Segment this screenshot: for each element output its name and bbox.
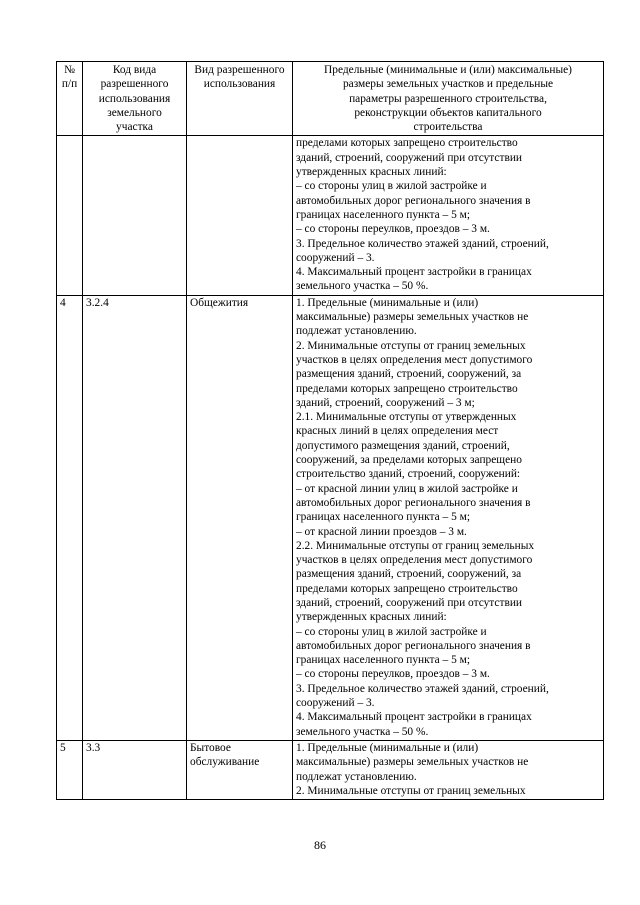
header-number (57, 62, 83, 136)
table-row (57, 740, 604, 799)
text-line: 4. Максимальный процент застройки в границах (296, 266, 532, 279)
text-line: – от красной линии улиц в жилой застройке и (296, 482, 518, 495)
text-line: 4. Максимальный процент застройки в границах (296, 711, 532, 724)
row-code-cell (83, 136, 187, 295)
row-code-cell: 3.3 (83, 740, 187, 799)
text-line: использования (98, 92, 171, 105)
text-line: зданий, строений, сооружений при отсутствии (296, 151, 523, 164)
text-line: автомобильных дорог регионального значения в (296, 194, 531, 207)
text-line: сооружений – 3. (296, 251, 375, 264)
text-line: границах населенного пункта – 5 м; (296, 654, 471, 667)
text-line: автомобильных дорог регионального значения в (296, 496, 531, 509)
text-line: сооружений, за пределами которых запрещено (296, 454, 522, 467)
text-line: – со стороны улиц в жилой застройке и (296, 180, 487, 193)
text-line: подлежат установлению. (296, 770, 417, 783)
text-line: – со стороны переулков, проездов – 3 м. (296, 223, 490, 236)
text-line: участка (116, 121, 153, 134)
text-line: подлежат установлению. (296, 325, 417, 338)
row-number-cell: 4 (57, 295, 83, 740)
text-line: параметры разрешенного строительства, (349, 92, 547, 105)
text-line: – со стороны улиц в жилой застройке и (296, 625, 487, 638)
text-line: п/п (61, 78, 78, 91)
regulations-table (56, 61, 604, 800)
text-line: строительства (413, 121, 483, 134)
text-line: обслуживание (190, 756, 260, 769)
row-code-cell: 3.2.4 (83, 295, 187, 740)
text-line: 1. Предельные (минимальные и (или) (296, 741, 479, 754)
row-number-cell (57, 136, 83, 295)
text-line: участков в целях определения мест допустимого (296, 554, 533, 567)
text-line: автомобильных дорог регионального значения в (296, 639, 531, 652)
text-line: размещения зданий, строений, сооружений, за (296, 568, 522, 581)
text-line: земельного участка – 50 %. (296, 725, 429, 738)
text-line: пределами которых запрещено строительство (296, 382, 518, 395)
text-line: пределами которых запрещено строительство (296, 582, 518, 595)
text-line: земельного участка – 50 %. (296, 280, 429, 293)
text-line: 2.2. Минимальные отступы от границ земельных (296, 539, 535, 552)
text-line: 3. Предельное количество этажей зданий, строений, (296, 682, 549, 695)
text-line: утвержденных красных линий: (296, 611, 447, 624)
text-line: участков в целях определения мест допустимого (296, 353, 533, 366)
text-line: границах населенного пункта – 5 м; (296, 511, 471, 524)
table-header-row (57, 62, 604, 136)
row-use-type-cell (187, 136, 293, 295)
text-line: размеры земельных участков и предельные (342, 78, 554, 91)
text-line: Код вида (112, 64, 157, 76)
page-number: 86 (314, 838, 326, 852)
text-line: допустимого размещения зданий, строений, (296, 439, 510, 452)
text-line: пределами которых запрещено строительство (296, 137, 518, 150)
text-line: размещения зданий, строений, сооружений, за (296, 368, 522, 381)
text-line: земельного (107, 106, 162, 119)
text-line: зданий, строений, сооружений – 3 м; (296, 396, 475, 409)
text-line: разрешенного (100, 78, 169, 91)
text-line: 2.1. Минимальные отступы от утвержденных (296, 411, 517, 424)
text-line: красных линий в целях определения мест (296, 425, 499, 438)
row-number-cell: 5 (57, 740, 83, 799)
table-row (57, 295, 604, 740)
text-line: 3. Предельное количество этажей зданий, строений, (296, 237, 549, 250)
text-line: 2. Минимальные отступы от границ земельных (296, 784, 526, 797)
text-line: Предельные (минимальные и (или) максимальные) (324, 64, 572, 76)
text-line: строительство зданий, строений, сооружений: (296, 468, 521, 481)
text-line: зданий, строений, сооружений при отсутствии (296, 596, 523, 609)
text-line: – от красной линии проездов – 3 м. (296, 525, 467, 538)
text-line: максимальные) размеры земельных участков не (296, 756, 529, 769)
text-line: № (64, 64, 75, 76)
text-line: границах населенного пункта – 5 м; (296, 208, 471, 221)
text-line: утвержденных красных линий: (296, 166, 447, 179)
row-use-type-cell (187, 295, 293, 740)
text-line: 2. Минимальные отступы от границ земельных (296, 339, 526, 352)
header-parameters (293, 62, 604, 136)
text-line: максимальные) размеры земельных участков не (296, 311, 529, 324)
text-line: 1. Предельные (минимальные и (или) (296, 296, 479, 309)
header-code (83, 62, 187, 136)
row-parameters-cell (293, 136, 604, 295)
row-parameters-cell (293, 295, 604, 740)
row-parameters-cell (293, 740, 604, 799)
row-use-type-cell (187, 740, 293, 799)
text-line: реконструкции объектов капитального (354, 106, 542, 119)
header-use-type (187, 62, 293, 136)
table-row (57, 136, 604, 295)
text-line: Общежития (190, 296, 249, 309)
text-line: сооружений – 3. (296, 697, 375, 710)
text-line: Бытовое (190, 741, 231, 754)
text-line: Вид разрешенного (194, 64, 285, 76)
text-line: использования (203, 78, 276, 91)
text-line: – со стороны переулков, проездов – 3 м. (296, 668, 490, 681)
